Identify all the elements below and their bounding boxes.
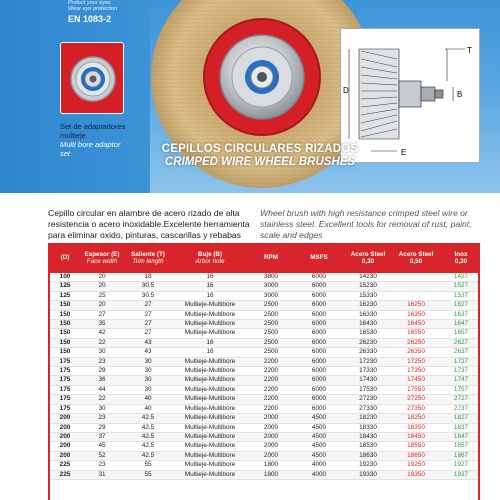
table-cell: 42.5 — [124, 432, 172, 441]
table-row — [50, 404, 480, 413]
table-cell: 35 — [80, 320, 124, 329]
table-cell: 6000 — [294, 367, 344, 376]
column-header — [80, 243, 124, 273]
column-header-main: (D) — [60, 254, 70, 262]
table-cell: 27 — [80, 310, 124, 319]
table-cell: 4500 — [294, 423, 344, 432]
column-header-sub: 0,30 — [454, 258, 468, 265]
table-cell: 27 — [124, 310, 172, 319]
table-cell: 44 — [80, 385, 124, 394]
table-cell: Multieje-Multibore — [172, 301, 248, 310]
table-row — [50, 442, 480, 451]
table-cell: 1727 — [440, 357, 480, 366]
table-cell: 27 — [124, 320, 172, 329]
table-cell: Multieje-Multibore — [172, 310, 248, 319]
table-cell: Multieje-Multibore — [172, 376, 248, 385]
column-header-main: MSFS — [310, 254, 328, 262]
table-cell: 14230 — [344, 273, 392, 282]
table-cell: 6000 — [294, 395, 344, 404]
table-cell: 200 — [50, 423, 80, 432]
table-cell: 17230 — [344, 357, 392, 366]
title-es: CEPILLOS CIRCULARES RIZADOS — [161, 143, 359, 155]
table-row — [50, 432, 480, 441]
table-cell: 23 — [80, 357, 124, 366]
table-cell: 26350 — [392, 348, 440, 357]
table-cell: 1737 — [440, 367, 480, 376]
table-cell: 1937 — [440, 470, 480, 479]
table-cell: 3000 — [248, 291, 294, 300]
table-cell: 17530 — [344, 385, 392, 394]
table-cell: 2737 — [440, 404, 480, 413]
table-cell: 15330 — [344, 291, 392, 300]
table-cell: Multieje-Multibore — [172, 432, 248, 441]
table-row — [50, 338, 480, 347]
table-cell: 16330 — [344, 310, 392, 319]
table-cell: 52 — [80, 451, 124, 460]
table-cell: 1867 — [440, 451, 480, 460]
table-cell: Multieje-Multibore — [172, 423, 248, 432]
table-cell: 27 — [124, 329, 172, 338]
table-cell: 19230 — [344, 461, 392, 470]
table-cell: 37 — [80, 432, 124, 441]
table-row — [50, 301, 480, 310]
table-cell: 30 — [124, 357, 172, 366]
table-cell: 45 — [80, 442, 124, 451]
table-cell: 55 — [124, 470, 172, 479]
table-cell: 225 — [50, 461, 80, 470]
table-cell: 42.5 — [124, 451, 172, 460]
table-cell: 16230 — [344, 301, 392, 310]
spec-table — [50, 243, 480, 480]
table-cell: 20 — [80, 273, 124, 282]
table-cell: 3800 — [248, 273, 294, 282]
table-cell: 200 — [50, 442, 80, 451]
table-cell: 3000 — [248, 282, 294, 291]
table-cell: 15230 — [344, 282, 392, 291]
table-cell: 27 — [124, 301, 172, 310]
title-en: CRIMPED WIRE WHEEL BRUSHES — [164, 156, 356, 168]
column-header-main: Espesor (E) — [84, 250, 120, 258]
table-cell: 16550 — [392, 329, 440, 338]
table-cell: 19350 — [392, 470, 440, 479]
table-cell: 175 — [50, 404, 80, 413]
column-header — [50, 243, 80, 273]
table-cell: 2637 — [440, 348, 480, 357]
table-cell: 40 — [124, 395, 172, 404]
table-cell: 18530 — [344, 442, 392, 451]
table-cell: 2627 — [440, 338, 480, 347]
table-cell: 150 — [50, 320, 80, 329]
column-header — [294, 243, 344, 273]
description-en: Wheel brush with high resistance crimped steel wire or stainless steel. Excellent tools for removal of rust, paint, scale and edges — [260, 208, 472, 241]
table-cell: 6000 — [294, 273, 344, 282]
table-cell: 150 — [50, 329, 80, 338]
column-header-sub: Face width — [86, 258, 118, 265]
table-cell: 29 — [80, 367, 124, 376]
table-row — [50, 376, 480, 385]
table-row — [50, 385, 480, 394]
spec-table-body — [50, 273, 480, 479]
table-cell: 150 — [50, 301, 80, 310]
adaptor-label-es-2: multieje — [60, 131, 86, 140]
table-cell: 200 — [50, 432, 80, 441]
table-cell: 17250 — [392, 357, 440, 366]
table-cell: 4000 — [294, 461, 344, 470]
column-header — [344, 243, 392, 273]
table-cell: 1647 — [440, 320, 480, 329]
table-cell: 2200 — [248, 385, 294, 394]
table-row — [50, 310, 480, 319]
table-cell: 18650 — [392, 451, 440, 460]
table-cell: 16250 — [392, 301, 440, 310]
table-cell: 2200 — [248, 357, 294, 366]
column-header-main: Inox — [454, 250, 468, 258]
table-cell: 2200 — [248, 367, 294, 376]
table-cell: 4500 — [294, 432, 344, 441]
column-header-main: Acero Steel — [398, 250, 434, 258]
table-cell: 1837 — [440, 423, 480, 432]
table-row — [50, 291, 480, 300]
table-cell: 2500 — [248, 320, 294, 329]
table-cell: 16 — [172, 348, 248, 357]
safety-standard: EN 1083-2 — [68, 14, 112, 24]
table-cell: 1627 — [440, 301, 480, 310]
column-header — [440, 243, 480, 273]
safety-line-1: Protect your eyes — [68, 0, 111, 6]
table-cell: 2727 — [440, 395, 480, 404]
table-cell: 1527 — [440, 282, 480, 291]
table-cell: 18630 — [344, 451, 392, 460]
diagram-label-d: D — [343, 86, 349, 95]
table-cell: 6000 — [294, 301, 344, 310]
hero-banner — [0, 0, 500, 193]
table-cell: 200 — [50, 451, 80, 460]
column-header-main: Saliente (T) — [131, 250, 165, 258]
diagram-label-b: B — [457, 90, 463, 99]
column-header-sub: 0,50 — [409, 258, 423, 265]
table-cell: 1827 — [440, 414, 480, 423]
table-cell: 6000 — [294, 320, 344, 329]
column-header — [248, 243, 294, 273]
table-cell: 26250 — [392, 338, 440, 347]
table-cell: 1657 — [440, 329, 480, 338]
table-cell: 6000 — [294, 376, 344, 385]
table-cell: 42 — [80, 329, 124, 338]
table-cell: Multieje-Multibore — [172, 451, 248, 460]
table-row — [50, 348, 480, 357]
adaptor-label-es-1: Set de adaptadores — [60, 122, 126, 131]
description-es: Cepillo circular en alambre de acero rizado de alta resistencia o acero inoxidable.Excelente herramienta para eliminar oxido, pinturas, cascarillas y rebabas — [48, 208, 250, 241]
column-header-sub: Arbor hole — [195, 258, 225, 265]
column-header-sub: 0,30 — [361, 258, 375, 265]
table-cell: 18250 — [392, 414, 440, 423]
table-row — [50, 367, 480, 376]
table-cell: 16350 — [392, 310, 440, 319]
table-cell: 27350 — [392, 404, 440, 413]
table-cell: 30 — [124, 385, 172, 394]
table-row — [50, 329, 480, 338]
table-cell: 2500 — [248, 329, 294, 338]
table-cell: 2500 — [248, 301, 294, 310]
table-cell: 2500 — [248, 338, 294, 347]
table-cell: 2000 — [248, 414, 294, 423]
table-cell: 30 — [124, 367, 172, 376]
table-cell: 23 — [80, 414, 124, 423]
table-cell: 18430 — [344, 432, 392, 441]
table-cell: Multieje-Multibore — [172, 414, 248, 423]
table-cell: 23 — [80, 461, 124, 470]
table-cell: 150 — [50, 310, 80, 319]
table-cell: 1847 — [440, 432, 480, 441]
table-cell: 150 — [50, 338, 80, 347]
table-cell: 6000 — [294, 385, 344, 394]
diagram-label-t: T — [467, 46, 472, 55]
table-cell: 18230 — [344, 414, 392, 423]
table-cell: 1747 — [440, 376, 480, 385]
table-cell: 18330 — [344, 423, 392, 432]
table-cell: 6000 — [294, 357, 344, 366]
table-cell: Multieje-Multibore — [172, 357, 248, 366]
table-cell: 4500 — [294, 442, 344, 451]
table-cell: 6000 — [294, 329, 344, 338]
table-cell — [392, 282, 440, 291]
table-cell: 6000 — [294, 282, 344, 291]
table-cell: 18350 — [392, 423, 440, 432]
table-cell — [392, 291, 440, 300]
table-cell: 17550 — [392, 385, 440, 394]
table-cell: 225 — [50, 470, 80, 479]
table-cell: 18550 — [392, 442, 440, 451]
spec-table-header — [50, 243, 480, 273]
table-cell: 125 — [50, 282, 80, 291]
table-cell: 6000 — [294, 338, 344, 347]
table-cell: 26330 — [344, 348, 392, 357]
diagram-label-e: E — [401, 148, 407, 157]
table-cell: 1757 — [440, 385, 480, 394]
adaptor-set-caption — [60, 122, 150, 158]
table-cell: 30.5 — [124, 291, 172, 300]
safety-line-2: Wear eye protection — [68, 6, 118, 12]
table-cell: 2000 — [248, 451, 294, 460]
table-row — [50, 395, 480, 404]
table-cell: 17450 — [392, 376, 440, 385]
table-cell: 40 — [124, 404, 172, 413]
table-cell: 2200 — [248, 395, 294, 404]
table-cell: 27230 — [344, 395, 392, 404]
table-cell: Multieje-Multibore — [172, 404, 248, 413]
table-cell: 100 — [50, 273, 80, 282]
table-row — [50, 414, 480, 423]
table-cell: 1800 — [248, 461, 294, 470]
table-cell: 6000 — [294, 310, 344, 319]
table-cell: 42.5 — [124, 414, 172, 423]
table-row — [50, 451, 480, 460]
table-cell — [392, 273, 440, 282]
adaptor-label-en-2: set — [60, 149, 71, 158]
adaptor-set-thumbnail — [60, 42, 124, 114]
table-cell: 1800 — [248, 470, 294, 479]
table-cell: 16 — [172, 273, 248, 282]
table-cell: Multieje-Multibore — [172, 329, 248, 338]
table-cell: 16 — [172, 291, 248, 300]
table-cell: 25 — [80, 291, 124, 300]
table-cell: 18 — [124, 273, 172, 282]
column-header-main: RPM — [264, 254, 278, 262]
table-cell: 200 — [50, 414, 80, 423]
table-cell: 1857 — [440, 442, 480, 451]
table-cell: 31 — [80, 470, 124, 479]
table-cell: 26230 — [344, 338, 392, 347]
table-row — [50, 470, 480, 479]
table-cell: 22 — [80, 338, 124, 347]
table-cell: 19250 — [392, 461, 440, 470]
table-cell: 2000 — [248, 442, 294, 451]
table-cell: 16450 — [392, 320, 440, 329]
column-header-main: Buje (B) — [197, 250, 223, 258]
table-cell: 29 — [80, 423, 124, 432]
table-row — [50, 282, 480, 291]
table-cell: 42.5 — [124, 442, 172, 451]
table-cell: 175 — [50, 385, 80, 394]
table-cell: 20 — [80, 301, 124, 310]
table-cell: 16 — [172, 282, 248, 291]
spec-table-wrapper — [48, 243, 480, 500]
table-cell: 27250 — [392, 395, 440, 404]
table-cell: 6000 — [294, 404, 344, 413]
table-cell: 55 — [124, 461, 172, 470]
table-cell: 175 — [50, 367, 80, 376]
table-cell: 16430 — [344, 320, 392, 329]
table-cell: 2000 — [248, 432, 294, 441]
table-cell: 1927 — [440, 461, 480, 470]
table-cell: 2200 — [248, 376, 294, 385]
column-header — [172, 243, 248, 273]
table-cell: Multieje-Multibore — [172, 461, 248, 470]
table-row — [50, 273, 480, 282]
table-cell: 27330 — [344, 404, 392, 413]
table-cell: 42.5 — [124, 423, 172, 432]
table-cell: 4000 — [294, 470, 344, 479]
table-cell: 22 — [80, 395, 124, 404]
table-cell: 17430 — [344, 376, 392, 385]
table-cell: Multieje-Multibore — [172, 320, 248, 329]
table-cell: Multieje-Multibore — [172, 367, 248, 376]
product-title — [140, 143, 380, 168]
table-cell: 4500 — [294, 451, 344, 460]
table-cell: 4500 — [294, 414, 344, 423]
table-cell: 1537 — [440, 291, 480, 300]
table-cell: Multieje-Multibore — [172, 395, 248, 404]
table-cell: 43 — [124, 338, 172, 347]
table-cell: 6000 — [294, 348, 344, 357]
table-cell: 2500 — [248, 310, 294, 319]
table-cell: 19330 — [344, 470, 392, 479]
safety-notice — [68, 0, 148, 24]
table-cell: 175 — [50, 395, 80, 404]
table-cell: 2200 — [248, 404, 294, 413]
table-cell: 30 — [124, 376, 172, 385]
table-cell: 30 — [80, 348, 124, 357]
table-cell: 2500 — [248, 348, 294, 357]
column-header — [392, 243, 440, 273]
table-cell: 16 — [172, 338, 248, 347]
table-cell: 175 — [50, 376, 80, 385]
column-header-sub: Trim length — [132, 258, 164, 265]
table-row — [50, 320, 480, 329]
table-cell: 20 — [80, 282, 124, 291]
table-row — [50, 423, 480, 432]
table-cell: 17350 — [392, 367, 440, 376]
table-cell: 18450 — [392, 432, 440, 441]
table-cell: 1427 — [440, 273, 480, 282]
table-cell: Multieje-Multibore — [172, 470, 248, 479]
column-header-main: Acero Steel — [350, 250, 386, 258]
table-cell: 175 — [50, 357, 80, 366]
table-cell: Multieje-Multibore — [172, 442, 248, 451]
table-cell: Multieje-Multibore — [172, 385, 248, 394]
table-cell: 30.5 — [124, 282, 172, 291]
adaptor-label-en-1: Multi bore adaptor — [60, 140, 121, 149]
table-cell: 36 — [80, 376, 124, 385]
table-cell: 125 — [50, 291, 80, 300]
table-cell: 16530 — [344, 329, 392, 338]
table-row — [50, 461, 480, 470]
table-cell: 1637 — [440, 310, 480, 319]
table-cell: 43 — [124, 348, 172, 357]
table-cell: 30 — [80, 404, 124, 413]
table-cell: 6000 — [294, 291, 344, 300]
column-header — [124, 243, 172, 273]
table-cell: 150 — [50, 348, 80, 357]
table-row — [50, 357, 480, 366]
table-cell: 2000 — [248, 423, 294, 432]
table-cell: 17330 — [344, 367, 392, 376]
